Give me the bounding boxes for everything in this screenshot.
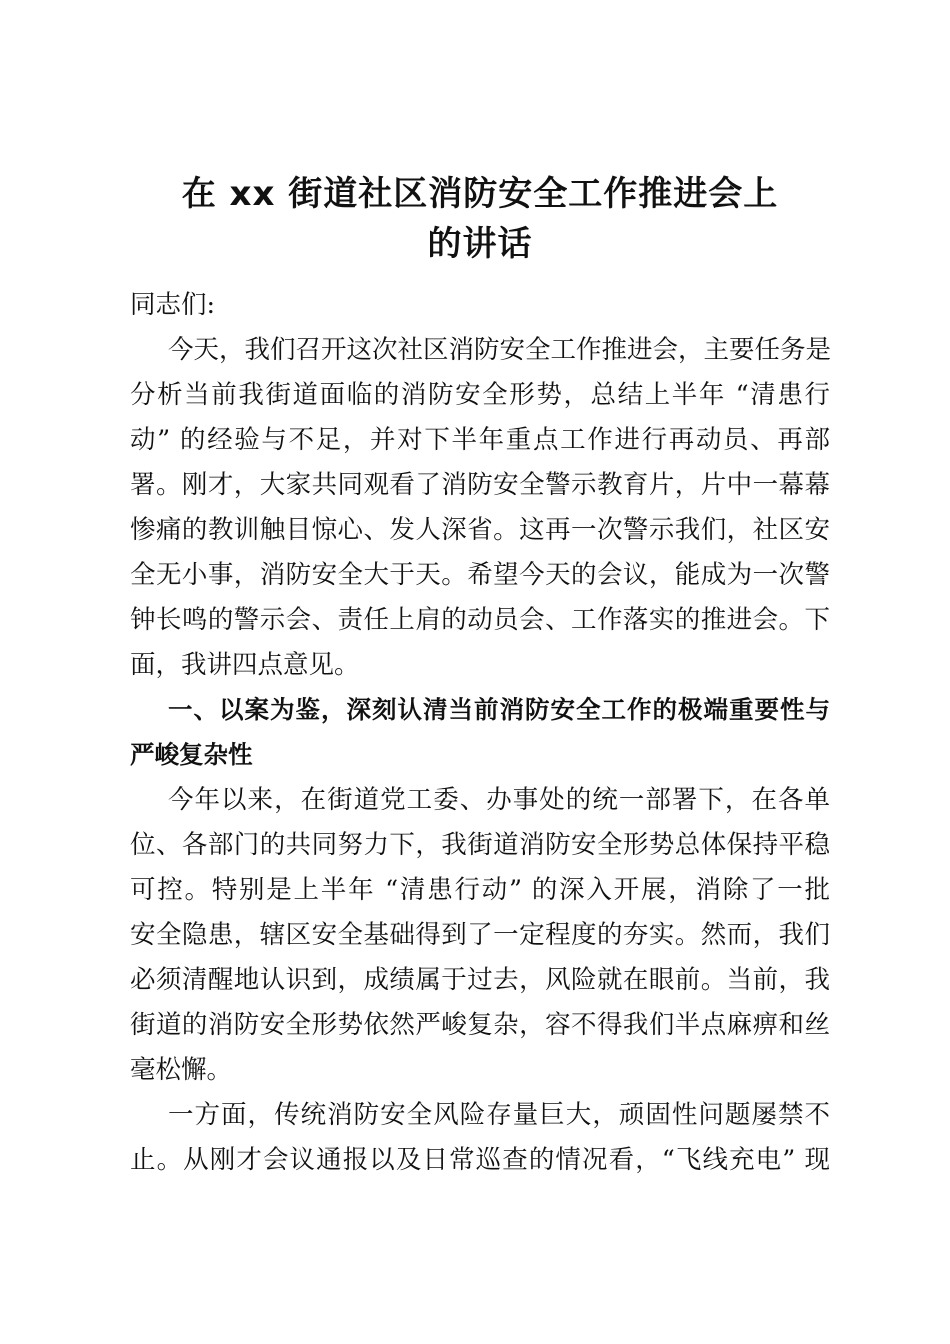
paragraph-1-line-8: 面，我讲四点意见。 [130, 650, 360, 680]
paragraph-2-line-7: 毫松懈。 [130, 1055, 233, 1085]
section-heading-1-line-1: 一、以案为鉴，深刻认清当前消防安全工作的极端重要性与 [168, 695, 830, 724]
paragraph-2-line-5: 必须清醒地认识到，成绩属于过去，风险就在眼前。当前，我 [130, 965, 830, 995]
paragraph-1-line-5: 惨痛的教训触目惊心、发人深省。这再一次警示我们，社区安 [130, 515, 830, 545]
section-heading-1-line-2: 严峻复杂性 [130, 740, 253, 769]
paragraph-1-line-2: 分析当前我街道面临的消防安全形势，总结上半年 “清患行 [130, 380, 830, 410]
paragraph-2-line-3: 可控。特别是上半年 “清患行动” 的深入开展，消除了一批 [130, 875, 830, 905]
document-title-line-2: 的讲话 [427, 224, 533, 264]
paragraph-3-line-1: 一方面，传统消防安全风险存量巨大，顽固性问题屡禁不 [168, 1100, 830, 1130]
paragraph-1-line-3: 动” 的经验与不足，并对下半年重点工作进行再动员、再部 [130, 425, 830, 455]
paragraph-3-line-2: 止。从刚才会议通报以及日常巡查的情况看，“飞线充电” 现 [130, 1145, 830, 1175]
document-title-line-1: 在 xx 街道社区消防安全工作推进会上 [181, 174, 779, 214]
paragraph-2-line-2: 位、各部门的共同努力下，我街道消防安全形势总体保持平稳 [130, 830, 830, 860]
paragraph-1-line-6: 全无小事，消防安全大于天。希望今天的会议，能成为一次警 [130, 560, 830, 590]
paragraph-1-line-1: 今天，我们召开这次社区消防安全工作推进会，主要任务是 [168, 335, 832, 365]
paragraph-2-line-1: 今年以来，在街道党工委、办事处的统一部署下，在各单 [168, 785, 830, 815]
paragraph-1-line-4: 署。刚才，大家共同观看了消防安全警示教育片，片中一幕幕 [130, 470, 830, 500]
paragraph-1-line-7: 钟长鸣的警示会、责任上肩的动员会、工作落实的推进会。下 [130, 605, 830, 635]
paragraph-2-line-4: 安全隐患，辖区安全基础得到了一定程度的夯实。然而，我们 [130, 920, 830, 950]
paragraph-2-line-6: 街道的消防安全形势依然严峻复杂，容不得我们半点麻痹和丝 [130, 1010, 830, 1040]
salutation: 同志们: [130, 290, 216, 320]
